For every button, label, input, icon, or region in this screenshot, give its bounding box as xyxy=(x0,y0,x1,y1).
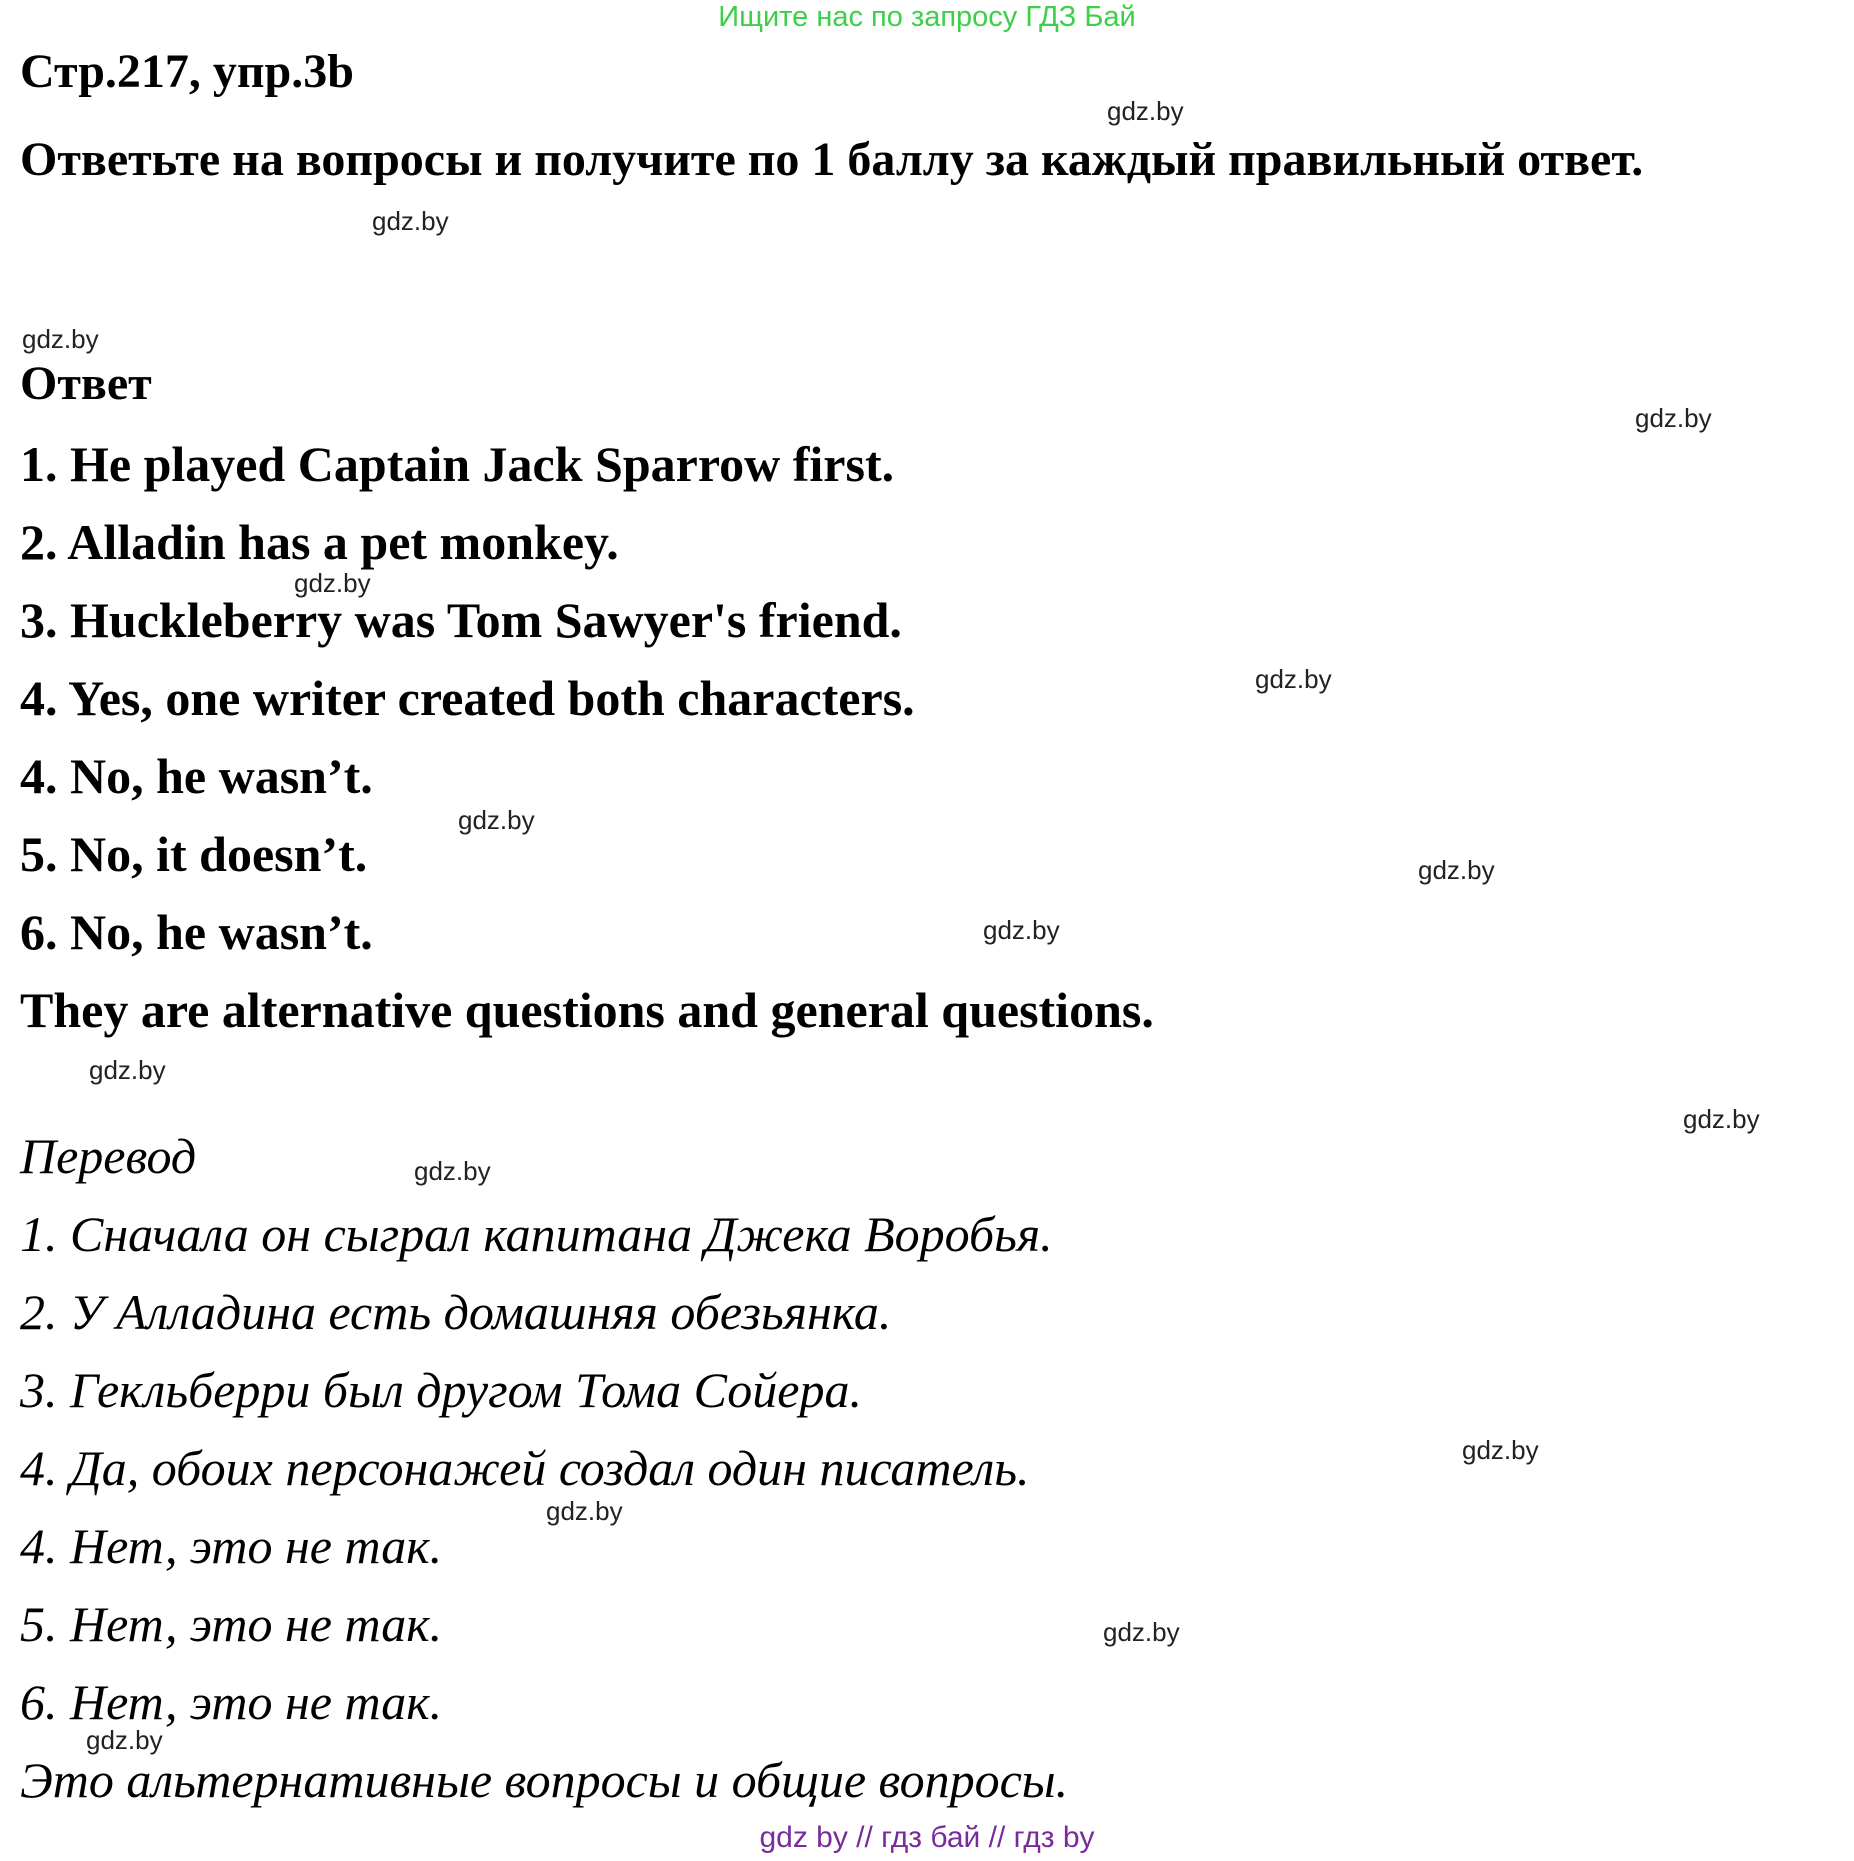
watermark: gdz.by xyxy=(1683,1104,1760,1134)
watermark: gdz.by xyxy=(414,1156,491,1186)
answer-line-1: 1. He played Captain Jack Sparrow first. xyxy=(20,436,895,492)
answer-line-8: They are alternative questions and general questions. xyxy=(20,982,1154,1038)
watermark: gdz.by xyxy=(1107,96,1184,126)
watermark: gdz.by xyxy=(372,206,449,236)
translation-line-7: 6. Нет, это не так. xyxy=(20,1674,443,1730)
watermark: gdz.by xyxy=(86,1725,163,1755)
answer-line-4: 4. Yes, one writer created both characters. xyxy=(20,670,915,726)
task-instruction: Ответьте на вопросы и получите по 1 баллу за каждый правильный ответ. xyxy=(20,133,1644,186)
answer-line-3: 3. Huckleberry was Tom Sawyer's friend. xyxy=(20,592,902,648)
watermark: gdz.by xyxy=(546,1496,623,1526)
answer-line-2: 2. Alladin has a pet monkey. xyxy=(20,514,619,570)
translation-line-4: 4. Да, обоих персонажей создал один писатель. xyxy=(20,1440,1030,1496)
translation-line-6: 5. Нет, это не так. xyxy=(20,1596,443,1652)
watermark: gdz.by xyxy=(1103,1617,1180,1647)
translation-line-2: 2. У Алладина есть домашняя обезьянка. xyxy=(20,1284,892,1340)
translation-line-3: 3. Гекльберри был другом Тома Сойера. xyxy=(20,1362,862,1418)
watermark: gdz.by xyxy=(22,324,99,354)
translation-heading: Перевод xyxy=(20,1128,197,1184)
watermark: gdz.by xyxy=(89,1055,166,1085)
page-title: Стр.217, упр.3b xyxy=(20,45,354,98)
translation-line-8: Это альтернативные вопросы и общие вопросы. xyxy=(20,1752,1069,1808)
answer-line-7: 6. No, he wasn’t. xyxy=(20,904,373,960)
answer-heading: Ответ xyxy=(20,357,152,410)
watermark: gdz.by xyxy=(294,568,371,598)
footer-links: gdz by // гдз бай // гдз by xyxy=(759,1821,1095,1854)
answer-line-6: 5. No, it doesn’t. xyxy=(20,826,368,882)
watermark: gdz.by xyxy=(458,805,535,835)
translation-line-1: 1. Сначала он сыграл капитана Джека Воробья. xyxy=(20,1206,1053,1262)
translation-line-5: 4. Нет, это не так. xyxy=(20,1518,443,1574)
watermark: gdz.by xyxy=(1462,1435,1539,1465)
search-banner: Ищите нас по запросу ГДЗ Бай xyxy=(718,1,1136,33)
watermark: gdz.by xyxy=(1635,403,1712,433)
answer-line-5: 4. No, he wasn’t. xyxy=(20,748,373,804)
watermark: gdz.by xyxy=(1418,855,1495,885)
watermark: gdz.by xyxy=(1255,664,1332,694)
watermark: gdz.by xyxy=(983,915,1060,945)
